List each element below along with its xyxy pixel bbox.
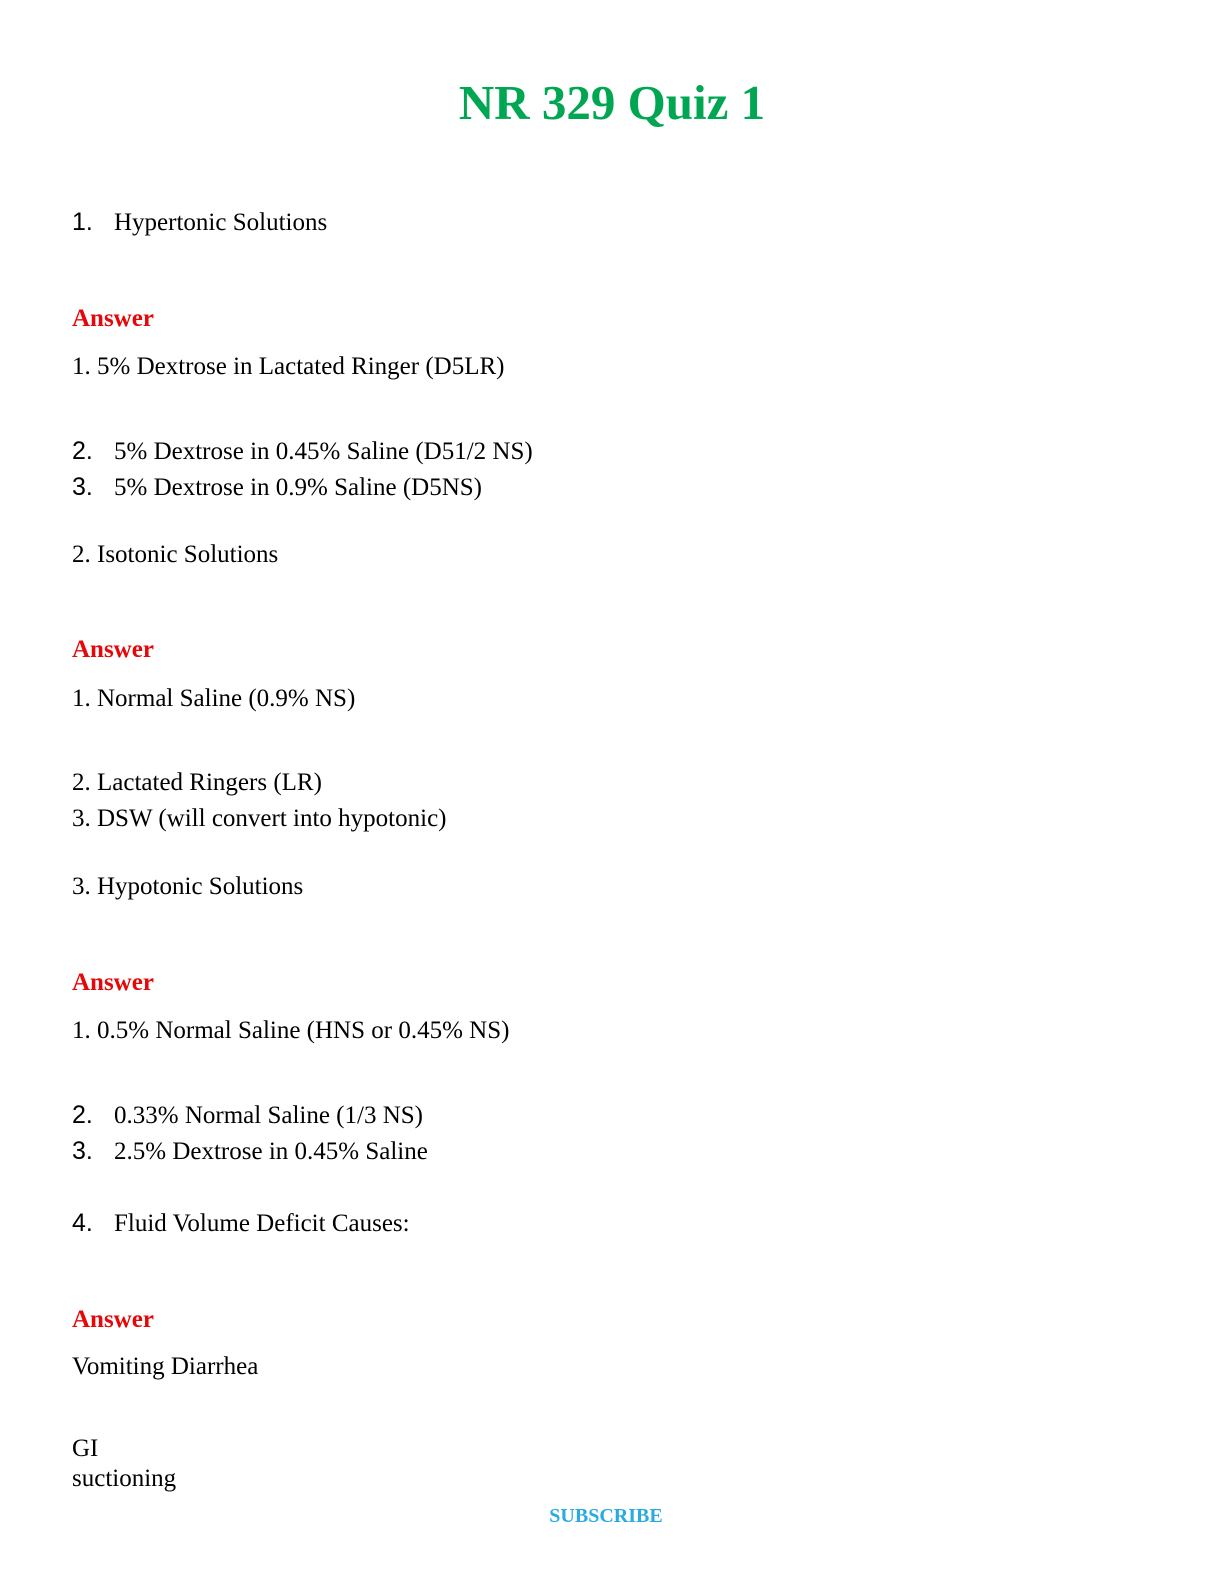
answer-item: Vomiting Diarrhea xyxy=(72,1353,259,1380)
answer-heading: Answer xyxy=(72,305,154,332)
list-number: 2. xyxy=(72,437,93,465)
question-1 xyxy=(72,207,327,238)
answer-text: 5% Dextrose in 0.45% Saline (D51/2 NS) xyxy=(114,438,533,465)
answer-text: 2.5% Dextrose in 0.45% Saline xyxy=(114,1138,428,1165)
answer-item: 1. 5% Dextrose in Lactated Ringer (D5LR) xyxy=(72,353,505,380)
subscribe-link[interactable]: SUBSCRIBE xyxy=(549,1505,663,1527)
list-number: 1. xyxy=(72,208,93,236)
answer-item xyxy=(72,472,482,503)
list-number: 2. xyxy=(72,1101,93,1129)
question-4 xyxy=(72,1208,410,1239)
list-number: 3. xyxy=(72,473,93,501)
answer-item: suctioning xyxy=(72,1465,177,1492)
answer-item xyxy=(72,1100,423,1131)
answer-heading: Answer xyxy=(72,1306,154,1333)
question-3: 3. Hypotonic Solutions xyxy=(72,873,304,900)
answer-text: 5% Dextrose in 0.9% Saline (D5NS) xyxy=(114,474,482,501)
answer-item: 2. Lactated Ringers (LR) xyxy=(72,769,322,796)
answer-item xyxy=(72,1136,428,1167)
question-text: Hypertonic Solutions xyxy=(114,209,328,236)
answer-item: GI xyxy=(72,1435,99,1462)
answer-heading: Answer xyxy=(72,636,154,663)
question-text: Fluid Volume Deficit Causes: xyxy=(114,1210,410,1237)
list-number: 3. xyxy=(72,1137,93,1165)
answer-heading: Answer xyxy=(72,969,154,996)
answer-item: 1. 0.5% Normal Saline (HNS or 0.45% NS) xyxy=(72,1017,510,1044)
answer-item: 1. Normal Saline (0.9% NS) xyxy=(72,685,356,712)
list-number: 4. xyxy=(72,1209,93,1237)
answer-text: 0.33% Normal Saline (1/3 NS) xyxy=(114,1102,423,1129)
answer-item: 3. DSW (will convert into hypotonic) xyxy=(72,805,447,832)
question-2: 2. Isotonic Solutions xyxy=(72,541,279,568)
answer-item xyxy=(72,436,533,467)
page-title: NR 329 Quiz 1 xyxy=(458,75,766,130)
